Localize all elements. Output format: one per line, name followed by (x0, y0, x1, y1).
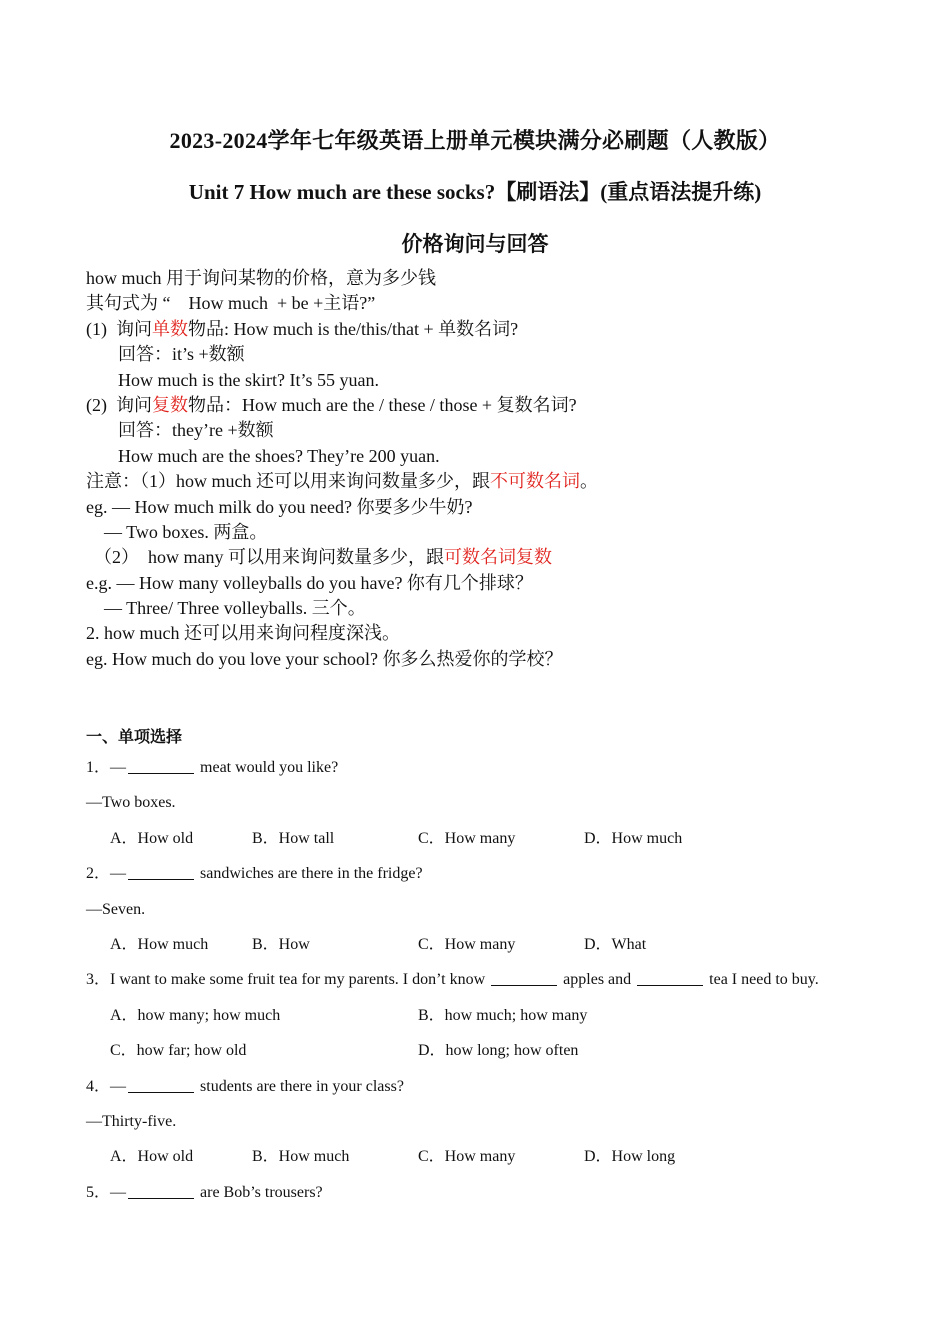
grammar-line: — Two boxes. 两盒。 (104, 521, 268, 542)
answer-blank (491, 969, 557, 986)
question-reply: —Seven. (86, 900, 146, 918)
options-row (86, 1139, 886, 1174)
text: 物品：How much are the / these / those + 复数名词? (188, 394, 577, 415)
question-reply: —Thirty-five. (86, 1112, 177, 1130)
grammar-line: How much is the skirt? It’s 55 yuan. (118, 369, 379, 390)
question-reply: —Two boxes. (86, 794, 176, 812)
highlight-uncountable: 不可数名词 (490, 471, 580, 492)
option-a[interactable]: A．How much (110, 935, 209, 953)
document-title: 2023-2024学年七年级英语上册单元模块满分必刷题（人教版） (169, 128, 781, 153)
question-number: 4．— (86, 1077, 127, 1095)
option-d[interactable]: D．How long (584, 1148, 676, 1166)
option-d[interactable]: D．how long; how often (418, 1042, 579, 1060)
question-number: 2．— (86, 865, 127, 883)
topic-title: 价格询问与回答 (401, 232, 549, 256)
grammar-line (86, 545, 906, 570)
grammar-line: how much 用于询问某物的价格，意为多少钱 (86, 268, 436, 288)
question-text: tea I need to buy. (705, 971, 819, 989)
grammar-line: — Three/ Three volleyballs. 三个。 (104, 598, 366, 619)
text: (2) 询问 (86, 394, 152, 415)
options-row (86, 1033, 886, 1068)
answer-blank (637, 969, 703, 986)
option-d[interactable]: D．What (584, 935, 647, 953)
highlight-singular: 单数 (152, 318, 188, 339)
option-b[interactable]: B．How much (252, 1148, 350, 1166)
grammar-line (86, 317, 906, 342)
grammar-line: 回答：they’re +数额 (118, 420, 274, 441)
text: 物品: How much is the/this/that + 单数名词? (188, 318, 519, 339)
question-text: meat would you like? (196, 759, 339, 776)
question-4 (86, 1069, 886, 1104)
grammar-notes (86, 266, 906, 672)
question-2 (86, 856, 886, 891)
text: 注意：（1）how much 还可以用来询问数量多少，跟 (86, 471, 490, 492)
option-b[interactable]: B．How tall (252, 829, 335, 847)
grammar-line: 回答：it’s +数额 (118, 344, 245, 365)
grammar-line: eg. — How much milk do you need? 你要多少牛奶? (86, 496, 473, 517)
option-d[interactable]: D．How much (584, 829, 683, 847)
option-a[interactable]: A．How old (110, 1148, 194, 1166)
grammar-line: 2. how much 还可以用来询问程度深浅。 (86, 623, 400, 644)
unit-title: Unit 7 How much are these socks?【刷语法】(重点语法提升练) (188, 180, 762, 204)
option-c[interactable]: C．How many (418, 829, 516, 847)
options-row (86, 821, 886, 856)
answer-blank (128, 1076, 194, 1093)
highlight-plural: 复数 (152, 394, 188, 415)
question-text: are Bob’s trousers? (196, 1183, 323, 1201)
option-b[interactable]: B．how much; how many (418, 1006, 588, 1024)
question-3 (86, 962, 886, 997)
options-row (86, 927, 886, 962)
option-c[interactable]: C．how far; how old (110, 1042, 247, 1060)
text: 。 (580, 471, 598, 492)
answer-blank (128, 757, 194, 774)
question-5 (86, 1175, 886, 1210)
option-b[interactable]: B．How (252, 935, 310, 953)
answer-blank (128, 1182, 194, 1199)
question-number: 1．— (86, 759, 127, 776)
question-text: students are there in your class? (196, 1077, 404, 1095)
grammar-line (86, 469, 906, 494)
grammar-line: 其句式为 “ How much + be +主语?” (86, 293, 376, 314)
question-text: 3．I want to make some fruit tea for my parents. I don’t know (86, 971, 486, 989)
question-text: sandwiches are there in the fridge? (196, 865, 423, 883)
question-text: apples and (559, 971, 632, 989)
option-c[interactable]: C．How many (418, 935, 516, 953)
options-row (86, 998, 886, 1033)
exercise-section (86, 724, 886, 1210)
grammar-line: eg. How much do you love your school? 你多么热爱你的学校？ (86, 648, 563, 669)
option-a[interactable]: A．How old (110, 829, 194, 847)
option-a[interactable]: A．how many; how much (110, 1006, 281, 1024)
text: （2） how many 可以用来询问数量多少，跟 (94, 547, 444, 568)
grammar-line: How much are the shoes? They’re 200 yuan. (118, 445, 440, 466)
answer-blank (128, 863, 194, 880)
question-1 (86, 750, 886, 785)
section-heading: 一、单项选择 (86, 727, 183, 746)
option-c[interactable]: C．How many (418, 1148, 516, 1166)
highlight-countable-plural: 可数名词复数 (444, 547, 552, 568)
grammar-line: e.g. — How many volleyballs do you have? 你有几个排球？ (86, 572, 533, 593)
grammar-line (86, 393, 906, 418)
question-number: 5．— (86, 1183, 127, 1201)
text: (1) 询问 (86, 318, 152, 339)
